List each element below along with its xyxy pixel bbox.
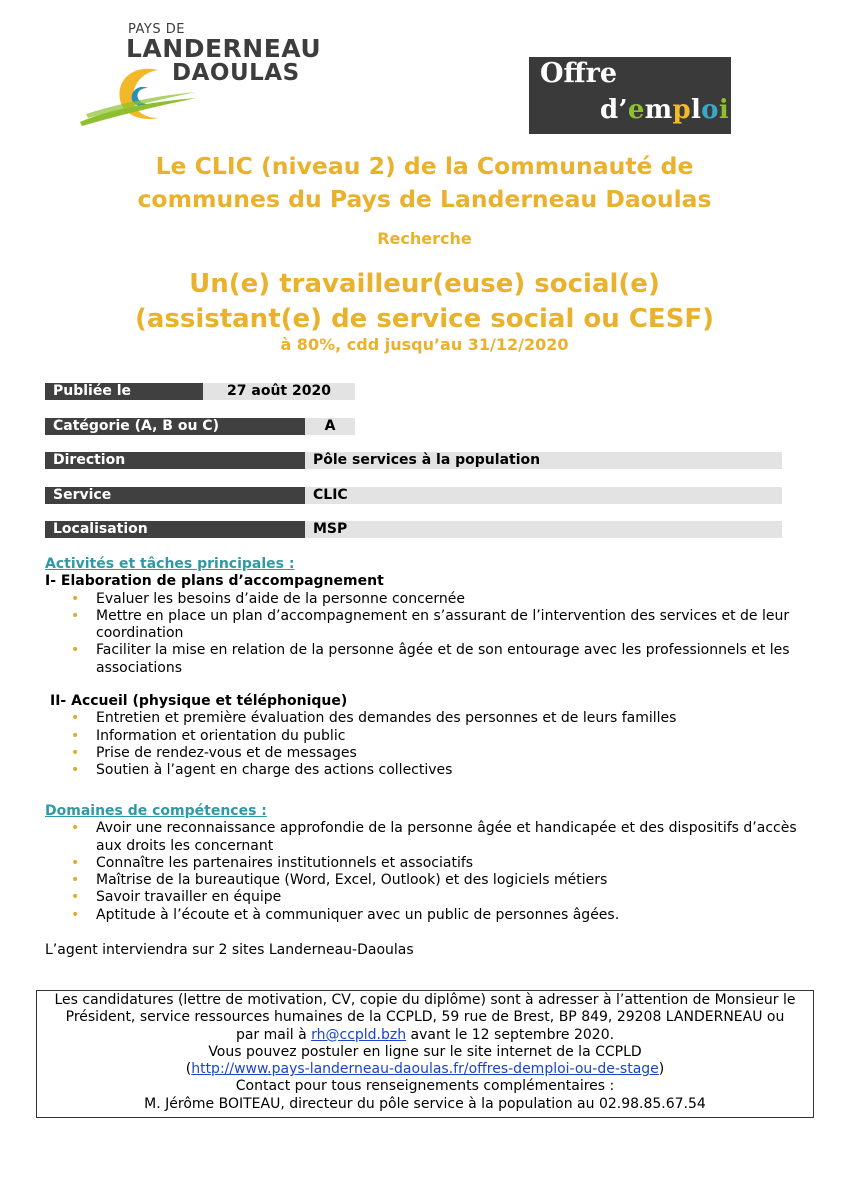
title-line: communes du Pays de Landerneau Daoulas — [137, 185, 712, 213]
list-item: • Avoir une reconnaissance approfondie de la personne âgée et handicapée et des dispositifs d’accès aux droits les concernant — [45, 820, 815, 855]
activities-section — [45, 556, 815, 780]
badge-part: o — [701, 95, 719, 125]
contact-line — [37, 1061, 813, 1078]
job-title-line: Un(e) travailleur(euse) social(e) — [189, 269, 660, 299]
part1-list — [45, 591, 815, 677]
info-label: Catégorie (A, B ou C) — [45, 418, 305, 435]
contact-line: Les candidatures (lettre de motivation, CV, copie du diplôme) sont à adresser à l’attention de Monsieur le — [54, 992, 796, 1008]
badge-part: l — [690, 95, 702, 125]
job-offer-badge — [529, 57, 731, 134]
info-label: Localisation — [45, 521, 305, 538]
part1-title: I- Elaboration de plans d’accompagnement — [45, 573, 384, 590]
contact-text: par mail à — [235, 1026, 312, 1043]
recherche-label: Recherche — [377, 229, 472, 248]
contact-line — [37, 1027, 813, 1044]
contact-line: Vous pouvez postuler en ligne sur le site internet de la CCPLD — [208, 1043, 642, 1060]
info-value: A — [305, 418, 355, 435]
contact-line: Président, service ressources humaines de la CCPLD, 59 rue de Brest, BP 849, 29208 LANDERNEAU ou — [65, 1009, 785, 1026]
badge-part: i — [718, 95, 729, 125]
info-label: Service — [45, 487, 305, 504]
skills-title: Domaines de compétences : — [45, 803, 267, 819]
list-item: • Entretien et première évaluation des demandes des personnes et de leurs familles — [45, 710, 815, 727]
badge-offre: Offre — [540, 58, 618, 89]
list-item: • Faciliter la mise en relation de la personne âgée et de son entourage avec les professionnels et les associations — [45, 642, 815, 677]
list-item: • Prise de rendez-vous et de messages — [45, 745, 815, 762]
logo-landerneau: LANDERNEAU — [126, 34, 322, 63]
info-label: Publiée le — [45, 383, 203, 400]
contact-line: M. Jérôme BOITEAU, directeur du pôle service à la population au 02.98.85.67.54 — [144, 1095, 706, 1112]
application-contact-box — [36, 990, 814, 1118]
list-item: • Connaître les partenaires institutionnels et associatifs — [45, 855, 815, 872]
part2-title: II- Accueil (physique et téléphonique) — [50, 693, 348, 710]
contact-text: ) — [658, 1061, 665, 1078]
badge-part: p — [672, 95, 691, 125]
job-title — [0, 267, 849, 337]
organisation-logo — [78, 20, 322, 125]
badge-part: m — [644, 95, 673, 125]
email-link[interactable]: rh@ccpld.bzh — [311, 1026, 407, 1043]
list-item: • Mettre en place un plan d’accompagnement en s’assurant de l’intervention des services et de leur coordination — [45, 608, 815, 643]
logo-swoosh-icon — [78, 62, 198, 127]
page-title — [0, 150, 849, 216]
info-value: 27 août 2020 — [203, 383, 355, 400]
skills-list — [45, 820, 815, 924]
badge-part: d’ — [599, 95, 628, 125]
list-item: • Information et orientation du public — [45, 728, 815, 745]
info-value: CLIC — [305, 487, 782, 504]
logo-pays-de: PAYS DE — [128, 22, 185, 37]
badge-demploi — [600, 95, 729, 125]
info-value: MSP — [305, 521, 782, 538]
contact-line: Contact pour tous renseignements complémentaires : — [235, 1078, 615, 1095]
job-offers-link[interactable]: http://www.pays-landerneau-daoulas.fr/offres-demploi-ou-de-stage — [191, 1061, 659, 1078]
logo-daoulas: DAOULAS — [172, 60, 300, 86]
list-item: • Savoir travailler en équipe — [45, 889, 815, 906]
contact-text: avant le 12 septembre 2020. — [406, 1026, 615, 1043]
contact-text: ( — [185, 1061, 192, 1078]
info-label: Direction — [45, 452, 305, 469]
badge-part: e — [627, 95, 645, 125]
site-note: L’agent interviendra sur 2 sites Landerneau-Daoulas — [45, 942, 414, 958]
list-item: • Maîtrise de la bureautique (Word, Excel, Outlook) et des logiciels métiers — [45, 872, 815, 889]
part2-list — [45, 710, 815, 779]
activities-title: Activités et tâches principales : — [45, 556, 295, 572]
list-item: • Soutien à l’agent en charge des actions collectives — [45, 762, 815, 779]
info-value: Pôle services à la population — [305, 452, 782, 469]
job-conditions: à 80%, cdd jusqu’au 31/12/2020 — [280, 335, 569, 354]
list-item: • Aptitude à l’écoute et à communiquer avec un public de personnes âgées. — [45, 907, 815, 924]
job-title-line: (assistant(e) de service social ou CESF) — [134, 304, 715, 334]
skills-section — [45, 803, 815, 924]
list-item: • Evaluer les besoins d’aide de la personne concernée — [45, 591, 815, 608]
title-line: Le CLIC (niveau 2) de la Communauté de — [155, 152, 694, 180]
